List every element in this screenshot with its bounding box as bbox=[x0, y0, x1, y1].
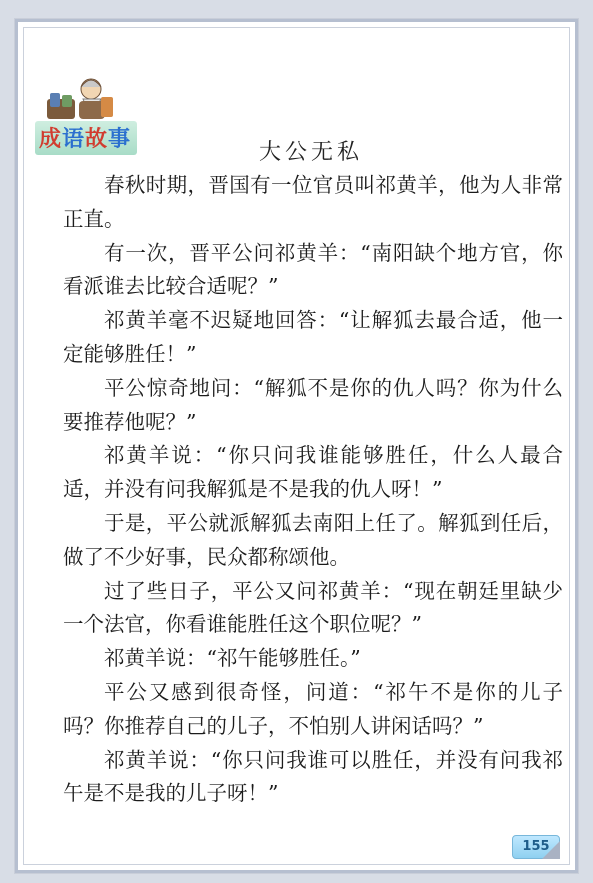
story-paragraph: 祁黄羊说：“你只问我谁可以胜任，并没有问我祁午是不是我的儿子呀！” bbox=[63, 747, 563, 806]
story-paragraph: 平公惊奇地问：“解狐不是你的仇人吗？你为什么要推荐他呢？” bbox=[63, 375, 563, 434]
idiom-story-tag bbox=[35, 121, 137, 155]
story-body bbox=[63, 169, 563, 811]
story-paragraph: 祁黄羊说：“祁午能够胜任。” bbox=[104, 646, 361, 671]
tag-char: 语 bbox=[62, 127, 86, 152]
page-number: 155 bbox=[512, 835, 560, 859]
story-paragraph: 有一次，晋平公问祁黄羊：“南阳缺个地方官，你看派谁去比较合适呢？” bbox=[63, 240, 563, 299]
story-paragraph: 平公又感到很奇怪，问道：“祁午不是你的儿子吗？你推荐自己的儿子，不怕别人讲闲话吗？” bbox=[63, 679, 563, 738]
textbook-page bbox=[14, 18, 579, 874]
lesson-header bbox=[33, 75, 573, 165]
page-corner-fold bbox=[542, 841, 560, 859]
tag-char: 成 bbox=[39, 127, 63, 152]
page-number-tab bbox=[502, 835, 560, 859]
story-paragraph: 祁黄羊说：“你只问我谁能够胜任，什么人最合适，并没有问我解狐是不是我的仇人呀！” bbox=[63, 443, 563, 502]
storyteller-illustration bbox=[43, 75, 115, 121]
story-paragraph: 于是，平公就派解狐去南阳上任了。解狐到任后，做了不少好事，民众都称颂他。 bbox=[63, 510, 563, 569]
tag-char: 故 bbox=[85, 127, 109, 152]
tag-char: 事 bbox=[108, 127, 132, 152]
story-title: 大公无私 bbox=[259, 140, 364, 165]
story-paragraph: 过了些日子，平公又问祁黄羊：“现在朝廷里缺少一个法官，你看谁能胜任这个职位呢？” bbox=[63, 578, 563, 637]
story-paragraph: 春秋时期，晋国有一位官员叫祁黄羊，他为人非常正直。 bbox=[63, 173, 563, 231]
story-paragraph: 祁黄羊毫不迟疑地回答：“让解狐去最合适，他一定能够胜任！” bbox=[63, 308, 563, 366]
